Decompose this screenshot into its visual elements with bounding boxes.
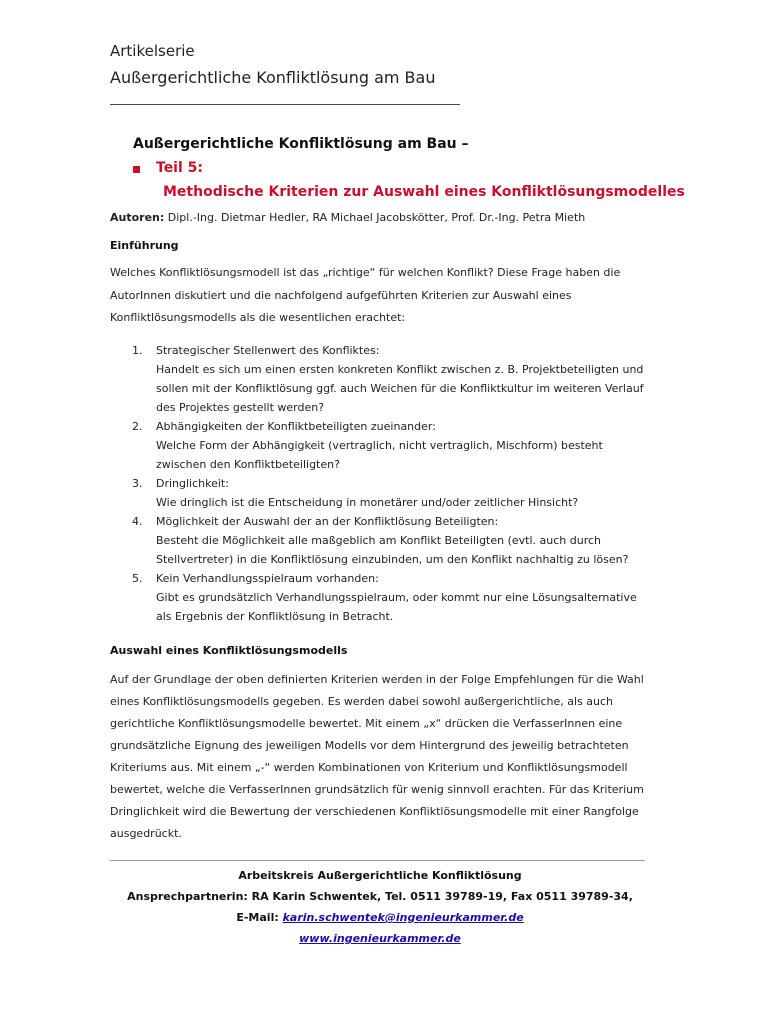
list-item-text: Besteht die Möglichkeit alle maßgeblich am Konflikt Beteiligten (evtl. auch durch Stellvertreter) in die Konfliktlösung einzubinden, um den Konflikt nachhaltig zu lösen? [156,534,629,566]
footer-rule [110,860,645,861]
list-item [110,512,650,569]
article-heading: Außergerichtliche Konfliktlösung am Bau – [133,136,469,152]
list-item-text: Handelt es sich um einen ersten konkreten Konflikt zwischen z. B. Projektbeteiligten und sollen mit der Konfliktlösung ggf. auch Weichen für die Konfliktkultur im weiteren Verlauf des Projektes gestellt werden? [156,363,644,414]
footer-org: Arbeitskreis Außergerichtliche Konfliktlösung [238,869,522,882]
authors-label: Autoren: [110,211,165,224]
list-item-number: 3. [132,477,143,490]
list-item-number: 4. [132,515,143,528]
footer-email-label: E-Mail: [236,911,279,924]
list-item-title: Kein Verhandlungsspielraum vorhanden: [156,572,379,585]
list-item [110,341,650,417]
list-item-title: Strategischer Stellenwert des Konfliktes: [156,344,380,357]
intro-heading: Einführung [110,239,179,252]
authors-names: Dipl.-Ing. Dietmar Hedler, RA Michael Jacobskötter, Prof. Dr.-Ing. Petra Mieth [167,211,586,224]
footer-contact: Ansprechpartnerin: RA Karin Schwentek, Tel. 0511 39789-19, Fax 0511 39789-34, [127,890,633,903]
article-part: Teil 5: [156,160,203,176]
list-item-title: Dringlichkeit: [156,477,229,490]
website-link[interactable]: www.ingenieurkammer.de [299,932,461,945]
footer [110,865,650,949]
list-item [110,417,650,474]
list-item-number: 1. [132,344,143,357]
list-item [110,569,650,626]
list-item-number: 2. [132,420,143,433]
intro-paragraph: Welches Konfliktlösungsmodell ist das „richtige“ für welchen Konflikt? Diese Frage haben die AutorInnen diskutiert und die nachfolgend aufgeführten Kriterien zur Auswahl eines Konfliktlösungsmodells als die wesentlichen erachtet: [110,266,621,324]
header-rule [110,104,460,105]
series-title: Außergerichtliche Konfliktlösung am Bau [110,68,436,87]
list-item [110,474,650,512]
list-item-title: Möglichkeit der Auswahl der an der Konfliktlösung Beteiligten: [156,515,499,528]
list-item-text: Welche Form der Abhängigkeit (vertraglich, nicht vertraglich, Mischform) besteht zwischen den Konfliktbeteiligten? [156,439,603,471]
selection-paragraph: Auf der Grundlage der oben definierten Kriterien werden in der Folge Empfehlungen für die Wahl eines Konfliktlösungsmodells gegeben. Es werden dabei sowohl außergerichtliche, als auch gerichtliche Konfliktlösungsmodelle bewertet. Mit einem „x“ drücken die VerfasserInnen eine grundsätzliche Eignung des jeweiligen Modells vor dem Hintergrund des jeweilig betrachteten Kriteriums aus. Mit einem „-“ werden Kombinationen von Kriterium und Konfliktlösungsmodell bewertet, welche die VerfasserInnen grundsätzlich für wenig sinnvoll erachten. Für das Kriterium Dringlichkeit wird die Bewertung der verschiedenen Konfliktlösungsmodelle mit einer Rangfolge ausgedrückt. [110,673,644,840]
authors-line [110,211,585,224]
footer-website-line [110,928,650,949]
list-item-text: Wie dringlich ist die Entscheidung in monetärer und/oder zeitlicher Hinsicht? [156,496,579,509]
list-item-text: Gibt es grundsätzlich Verhandlungsspielraum, oder kommt nur eine Lösungsalternative als Ergebnis der Konfliktlösung in Betracht. [156,591,637,623]
email-link[interactable]: karin.schwentek@ingenieurkammer.de [282,911,524,924]
criteria-list [110,341,650,626]
series-label: Artikelserie [110,42,195,60]
article-subtitle: Methodische Kriterien zur Auswahl eines Konfliktlösungsmodelles [163,184,685,200]
footer-email-line [110,907,650,928]
selection-heading: Auswahl eines Konfliktlösungsmodells [110,644,348,657]
list-item-number: 5. [132,572,143,585]
list-item-title: Abhängigkeiten der Konfliktbeteiligten zueinander: [156,420,436,433]
square-bullet-icon [133,166,140,173]
